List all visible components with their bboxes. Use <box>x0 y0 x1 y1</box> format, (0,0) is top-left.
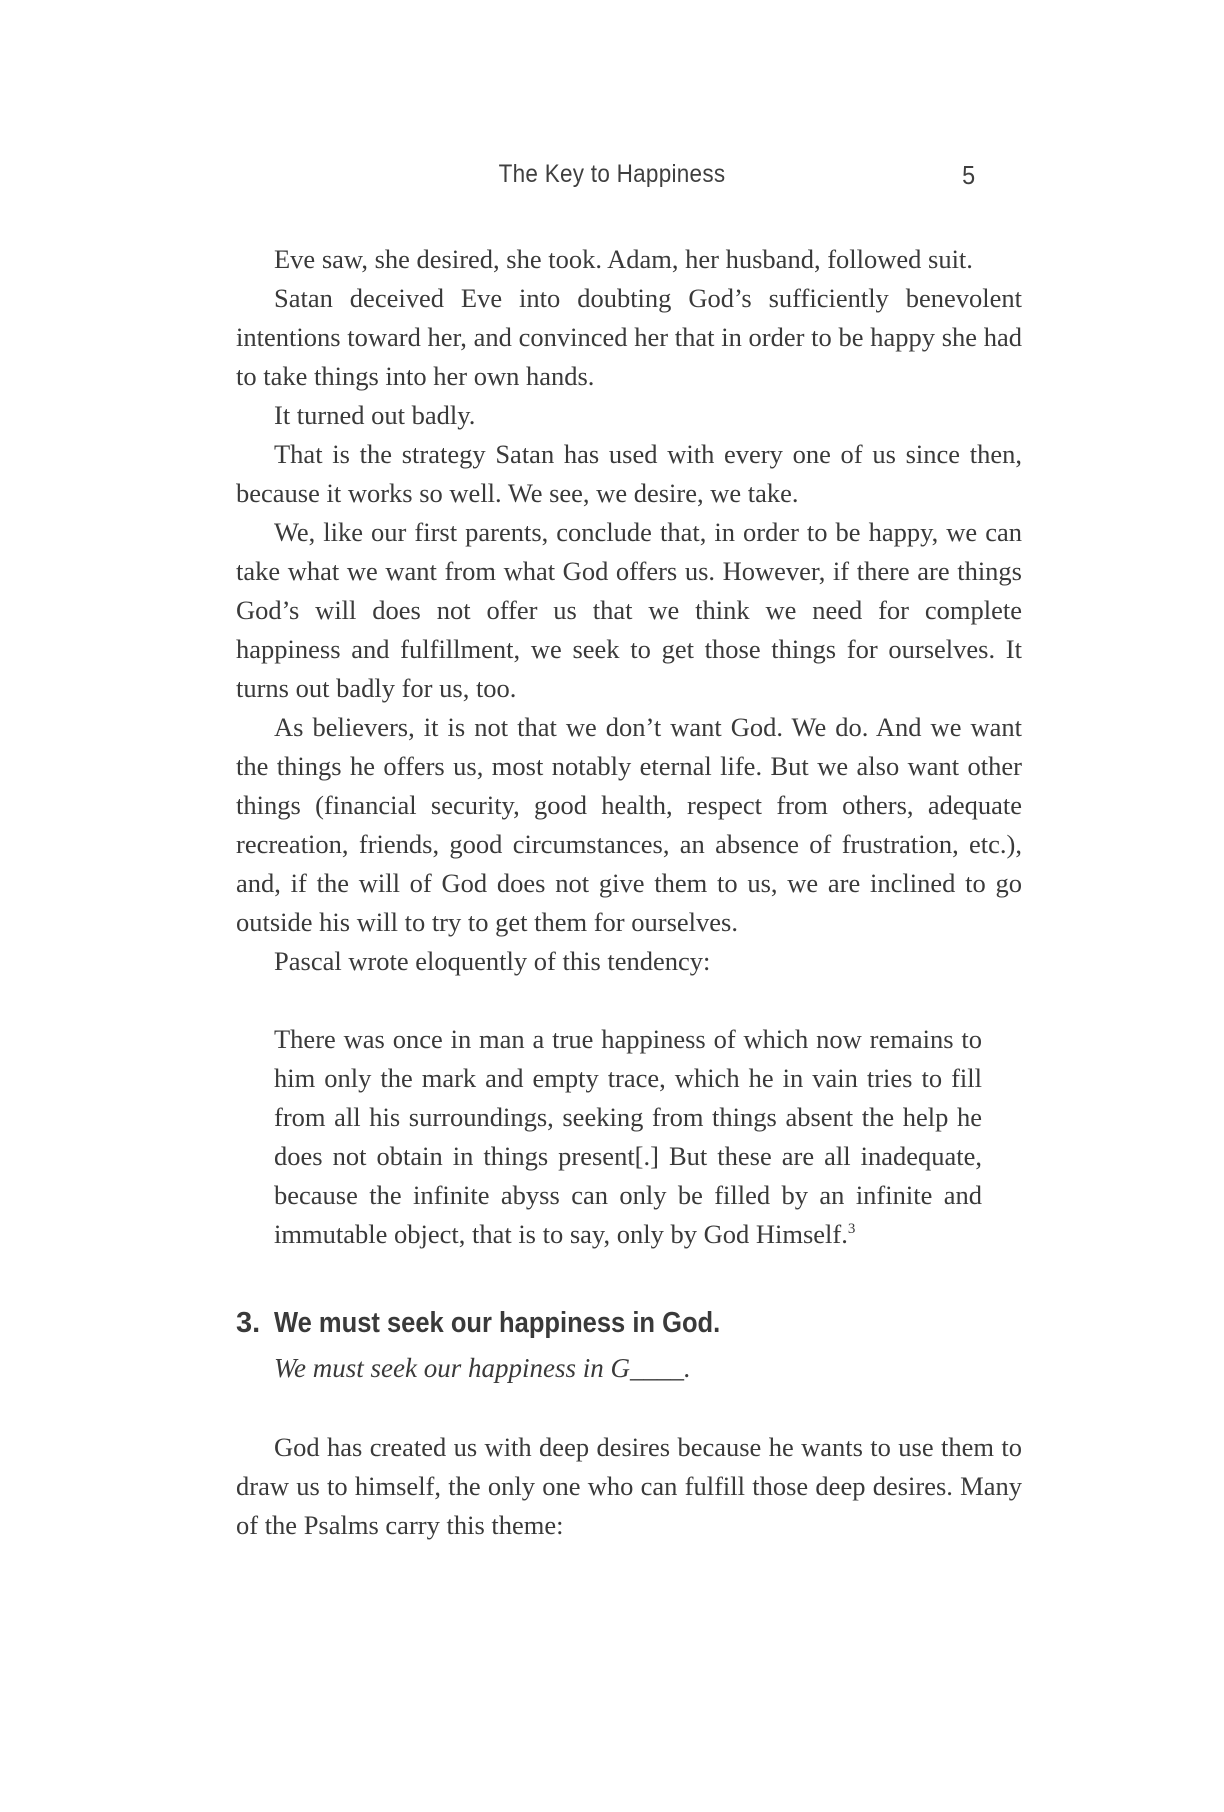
numbered-point-heading <box>236 1304 1022 1343</box>
paragraph: That is the strategy Satan has used with every one of us since then, because it works so well. We see, we desire, we take. <box>236 439 1022 508</box>
body-text <box>236 240 1022 1545</box>
fill-in-the-blank-line: We must seek our happiness in G____. <box>274 1353 691 1383</box>
footnote-reference: 3 <box>847 1221 856 1238</box>
paragraph: It turned out badly. <box>274 400 476 430</box>
point-title: We must seek our happiness in God. <box>274 1307 721 1339</box>
paragraph: Pascal wrote eloquently of this tendency: <box>274 946 711 976</box>
point-number: 3. <box>236 1307 261 1339</box>
paragraph: Satan deceived Eve into doubting God’s sufficiently benevolent intentions toward her, and convinced her that in order to be happy she had to take things into her own hands. <box>236 283 1022 391</box>
block-quote-text: There was once in man a true happiness of which now remains to him only the mark and empty trace, which he in vain tries to fill from all his surroundings, seeking from things absent the help he does not obtain in things present[.] But these are all inadequate, because the infinite abyss can only be filled by an infinite and immutable object, that is to say, only by God Himself. <box>274 1024 982 1249</box>
running-head-title: The Key to Happiness <box>498 160 726 188</box>
block-quote <box>274 1020 982 1254</box>
page-number: 5 <box>962 160 976 190</box>
running-head <box>61 160 1163 196</box>
paragraph: Eve saw, she desired, she took. Adam, her husband, followed suit. <box>274 244 973 274</box>
paragraph: We, like our first parents, conclude that, in order to be happy, we can take what we want from what God offers us. However, if there are things God’s will does not offer us that we think we need for complete happiness and fulfillment, we seek to get those things for ourselves. It turns out badly for us, too. <box>236 517 1022 703</box>
paragraph: As believers, it is not that we don’t want God. We do. And we want the things he offers us, most notably eternal life. But we also want other things (financial security, good health, respect from others, adequate recreation, friends, good circumstances, an absence of frustration, etc.), and, if the will of God does not give them to us, we are inclined to go outside his will to try to get them for ourselves. <box>236 712 1022 937</box>
paragraph: God has created us with deep desires because he wants to use them to draw us to himself, the only one who can fulfill those deep desires. Many of the Psalms carry this theme: <box>236 1432 1022 1540</box>
